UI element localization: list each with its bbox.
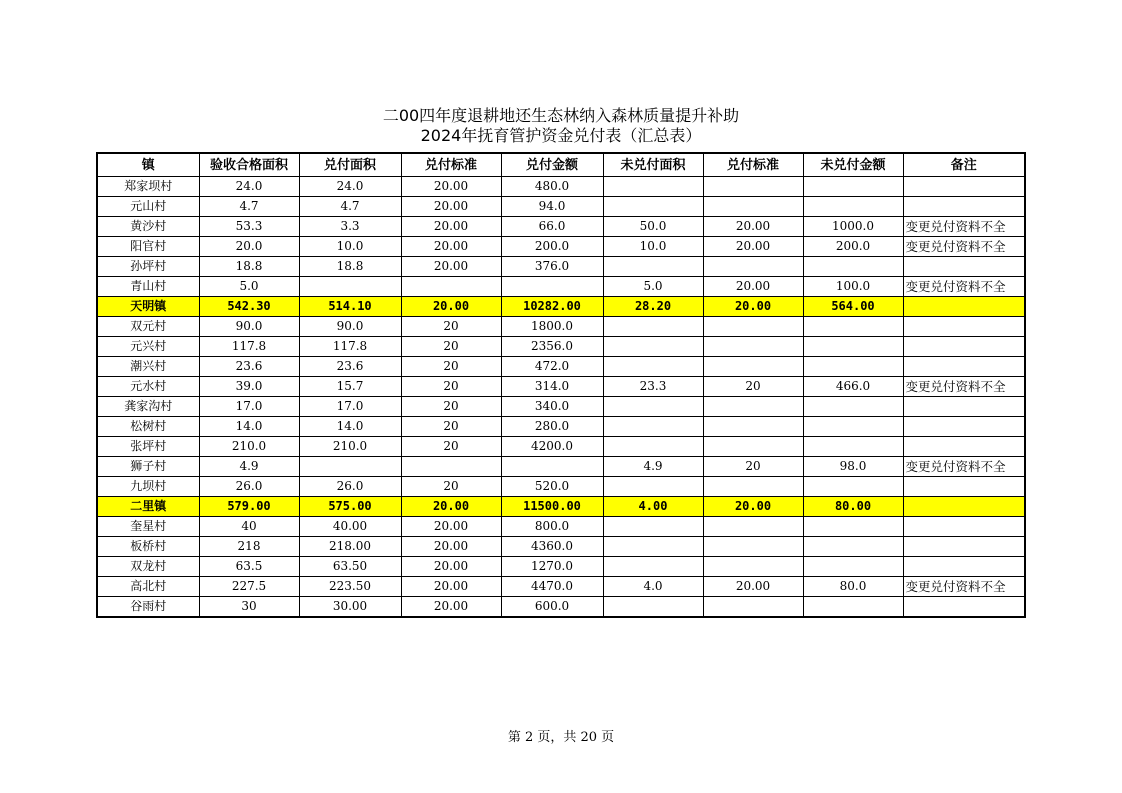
- cell-remarks: [903, 537, 1025, 557]
- cell-village: 黄沙村: [97, 217, 199, 237]
- cell-accepted-area: 20.0: [199, 237, 299, 257]
- cell-accepted-area: 17.0: [199, 397, 299, 417]
- header-unpaid-amount: 未兑付金额: [803, 153, 903, 177]
- cell-unpaid-amount: 98.0: [803, 457, 903, 477]
- cell-paid-area: 26.0: [299, 477, 401, 497]
- cell-paid-amount: 1270.0: [501, 557, 603, 577]
- cell-accepted-area: 4.9: [199, 457, 299, 477]
- cell-unpaid-standard: [703, 197, 803, 217]
- cell-unpaid-standard: [703, 417, 803, 437]
- cell-village: 高北村: [97, 577, 199, 597]
- table-row: [97, 337, 1025, 357]
- cell-unpaid-amount: [803, 557, 903, 577]
- cell-remarks: [903, 317, 1025, 337]
- cell-village: 青山村: [97, 277, 199, 297]
- cell-unpaid-area: [603, 357, 703, 377]
- cell-village: 元水村: [97, 377, 199, 397]
- cell-paid-area: 63.50: [299, 557, 401, 577]
- cell-unpaid-area: 10.0: [603, 237, 703, 257]
- cell-unpaid-area: 23.3: [603, 377, 703, 397]
- table-row: [97, 397, 1025, 417]
- table-row: [97, 377, 1025, 397]
- cell-unpaid-amount: [803, 537, 903, 557]
- cell-village: 九坝村: [97, 477, 199, 497]
- cell-paid-area: 15.7: [299, 377, 401, 397]
- cell-unpaid-amount: 200.0: [803, 237, 903, 257]
- cell-unpaid-amount: [803, 317, 903, 337]
- cell-unpaid-standard: 20.00: [703, 497, 803, 517]
- cell-pay-standard: 20.00: [401, 597, 501, 618]
- cell-unpaid-standard: [703, 437, 803, 457]
- cell-unpaid-area: 28.20: [603, 297, 703, 317]
- cell-village: 狮子村: [97, 457, 199, 477]
- cell-paid-area: 24.0: [299, 177, 401, 197]
- table-row: [97, 597, 1025, 618]
- cell-unpaid-area: 4.00: [603, 497, 703, 517]
- cell-unpaid-area: [603, 177, 703, 197]
- cell-remarks: [903, 337, 1025, 357]
- cell-accepted-area: 18.8: [199, 257, 299, 277]
- cell-village: 阳官村: [97, 237, 199, 257]
- cell-unpaid-standard: 20: [703, 377, 803, 397]
- cell-village: 元山村: [97, 197, 199, 217]
- cell-unpaid-amount: [803, 257, 903, 277]
- cell-unpaid-area: [603, 477, 703, 497]
- cell-pay-standard: 20: [401, 397, 501, 417]
- cell-pay-standard: 20.00: [401, 257, 501, 277]
- subtotal-row: [97, 497, 1025, 517]
- cell-paid-amount: 376.0: [501, 257, 603, 277]
- cell-pay-standard: 20.00: [401, 197, 501, 217]
- header-unpaid-area: 未兑付面积: [603, 153, 703, 177]
- cell-village: 潮兴村: [97, 357, 199, 377]
- cell-unpaid-standard: [703, 537, 803, 557]
- cell-pay-standard: 20: [401, 437, 501, 457]
- cell-accepted-area: 579.00: [199, 497, 299, 517]
- cell-accepted-area: 40: [199, 517, 299, 537]
- cell-unpaid-standard: [703, 317, 803, 337]
- cell-unpaid-area: [603, 257, 703, 277]
- cell-paid-area: 10.0: [299, 237, 401, 257]
- cell-paid-amount: 480.0: [501, 177, 603, 197]
- cell-pay-standard: 20: [401, 357, 501, 377]
- cell-accepted-area: 218: [199, 537, 299, 557]
- cell-unpaid-standard: [703, 397, 803, 417]
- cell-paid-amount: 340.0: [501, 397, 603, 417]
- cell-paid-amount: 472.0: [501, 357, 603, 377]
- cell-paid-amount: 800.0: [501, 517, 603, 537]
- cell-remarks: [903, 177, 1025, 197]
- cell-paid-amount: 2356.0: [501, 337, 603, 357]
- cell-remarks: 变更兑付资料不全: [903, 277, 1025, 297]
- cell-unpaid-amount: 466.0: [803, 377, 903, 397]
- cell-unpaid-area: [603, 337, 703, 357]
- cell-unpaid-area: [603, 317, 703, 337]
- cell-remarks: [903, 477, 1025, 497]
- cell-paid-area: 4.7: [299, 197, 401, 217]
- table-row: [97, 577, 1025, 597]
- cell-unpaid-amount: [803, 477, 903, 497]
- header-paid-amount: 兑付金额: [501, 153, 603, 177]
- cell-unpaid-area: 4.9: [603, 457, 703, 477]
- cell-pay-standard: 20.00: [401, 537, 501, 557]
- cell-unpaid-amount: [803, 357, 903, 377]
- cell-village: 松树村: [97, 417, 199, 437]
- cell-unpaid-standard: [703, 517, 803, 537]
- cell-paid-area: 218.00: [299, 537, 401, 557]
- cell-unpaid-amount: [803, 337, 903, 357]
- table-row: [97, 417, 1025, 437]
- cell-paid-area: 14.0: [299, 417, 401, 437]
- cell-paid-area: [299, 457, 401, 477]
- cell-remarks: 变更兑付资料不全: [903, 217, 1025, 237]
- cell-unpaid-standard: [703, 477, 803, 497]
- table-row: [97, 437, 1025, 457]
- cell-pay-standard: 20: [401, 417, 501, 437]
- cell-paid-amount: 94.0: [501, 197, 603, 217]
- cell-village: 谷雨村: [97, 597, 199, 618]
- table-row: [97, 317, 1025, 337]
- cell-pay-standard: [401, 457, 501, 477]
- cell-paid-amount: 66.0: [501, 217, 603, 237]
- cell-unpaid-standard: 20.00: [703, 297, 803, 317]
- cell-accepted-area: 227.5: [199, 577, 299, 597]
- cell-remarks: [903, 397, 1025, 417]
- cell-unpaid-standard: 20.00: [703, 217, 803, 237]
- cell-village: 张坪村: [97, 437, 199, 457]
- cell-accepted-area: 63.5: [199, 557, 299, 577]
- page-subtitle: 2024年抚育管护资金兑付表（汇总表）: [420, 126, 702, 145]
- cell-unpaid-standard: [703, 357, 803, 377]
- cell-pay-standard: 20.00: [401, 497, 501, 517]
- cell-accepted-area: 24.0: [199, 177, 299, 197]
- payment-summary-table: [96, 152, 1026, 618]
- header-paid-area: 兑付面积: [299, 153, 401, 177]
- cell-pay-standard: [401, 277, 501, 297]
- cell-accepted-area: 210.0: [199, 437, 299, 457]
- cell-remarks: [903, 357, 1025, 377]
- cell-paid-amount: 600.0: [501, 597, 603, 618]
- cell-village: 郑家坝村: [97, 177, 199, 197]
- cell-paid-area: 40.00: [299, 517, 401, 537]
- cell-remarks: 变更兑付资料不全: [903, 577, 1025, 597]
- cell-paid-area: 18.8: [299, 257, 401, 277]
- cell-pay-standard: 20: [401, 377, 501, 397]
- cell-unpaid-area: [603, 437, 703, 457]
- cell-accepted-area: 23.6: [199, 357, 299, 377]
- cell-paid-area: 117.8: [299, 337, 401, 357]
- header-remarks: 备注: [903, 153, 1025, 177]
- cell-village: 二里镇: [97, 497, 199, 517]
- cell-unpaid-amount: 1000.0: [803, 217, 903, 237]
- cell-unpaid-standard: [703, 557, 803, 577]
- table-row: [97, 457, 1025, 477]
- cell-accepted-area: 117.8: [199, 337, 299, 357]
- cell-remarks: [903, 437, 1025, 457]
- cell-unpaid-amount: 80.0: [803, 577, 903, 597]
- table-row: [97, 477, 1025, 497]
- cell-paid-amount: 520.0: [501, 477, 603, 497]
- cell-village: 龚家沟村: [97, 397, 199, 417]
- cell-unpaid-amount: [803, 517, 903, 537]
- cell-paid-amount: 4200.0: [501, 437, 603, 457]
- cell-unpaid-area: [603, 397, 703, 417]
- table-header-row: [97, 153, 1025, 177]
- page-title: 二00四年度退耕地还生态林纳入森林质量提升补助: [382, 106, 740, 125]
- table-row: [97, 177, 1025, 197]
- cell-paid-amount: 200.0: [501, 237, 603, 257]
- cell-paid-amount: 4360.0: [501, 537, 603, 557]
- cell-village: 双元村: [97, 317, 199, 337]
- cell-unpaid-standard: [703, 177, 803, 197]
- cell-village: 奎星村: [97, 517, 199, 537]
- cell-paid-amount: 280.0: [501, 417, 603, 437]
- header-town: 镇: [97, 153, 199, 177]
- cell-unpaid-standard: [703, 257, 803, 277]
- cell-accepted-area: 53.3: [199, 217, 299, 237]
- table-row: [97, 277, 1025, 297]
- header-unpaid-standard: 兑付标准: [703, 153, 803, 177]
- cell-unpaid-standard: [703, 337, 803, 357]
- cell-remarks: [903, 517, 1025, 537]
- cell-unpaid-amount: [803, 597, 903, 618]
- cell-unpaid-amount: [803, 397, 903, 417]
- table-row: [97, 217, 1025, 237]
- cell-pay-standard: 20.00: [401, 557, 501, 577]
- cell-unpaid-area: 4.0: [603, 577, 703, 597]
- cell-pay-standard: 20: [401, 477, 501, 497]
- table-row: [97, 197, 1025, 217]
- cell-remarks: [903, 557, 1025, 577]
- cell-paid-amount: 4470.0: [501, 577, 603, 597]
- cell-paid-area: 223.50: [299, 577, 401, 597]
- cell-paid-area: 90.0: [299, 317, 401, 337]
- cell-unpaid-area: [603, 537, 703, 557]
- cell-remarks: [903, 197, 1025, 217]
- cell-paid-area: 575.00: [299, 497, 401, 517]
- cell-paid-area: [299, 277, 401, 297]
- header-pay-standard: 兑付标准: [401, 153, 501, 177]
- cell-paid-amount: [501, 277, 603, 297]
- cell-unpaid-standard: 20: [703, 457, 803, 477]
- cell-pay-standard: 20.00: [401, 177, 501, 197]
- cell-pay-standard: 20.00: [401, 297, 501, 317]
- cell-paid-amount: 11500.00: [501, 497, 603, 517]
- cell-paid-area: 17.0: [299, 397, 401, 417]
- cell-unpaid-area: [603, 417, 703, 437]
- cell-accepted-area: 4.7: [199, 197, 299, 217]
- cell-paid-area: 514.10: [299, 297, 401, 317]
- cell-pay-standard: 20.00: [401, 577, 501, 597]
- cell-pay-standard: 20.00: [401, 517, 501, 537]
- cell-remarks: 变更兑付资料不全: [903, 377, 1025, 397]
- table-row: [97, 557, 1025, 577]
- cell-unpaid-amount: 564.00: [803, 297, 903, 317]
- cell-accepted-area: 30: [199, 597, 299, 618]
- page-footer: 第 2 页，共 20 页: [507, 730, 615, 745]
- header-accepted-area: 验收合格面积: [199, 153, 299, 177]
- cell-unpaid-amount: [803, 177, 903, 197]
- cell-unpaid-amount: [803, 437, 903, 457]
- cell-remarks: 变更兑付资料不全: [903, 237, 1025, 257]
- cell-unpaid-area: [603, 197, 703, 217]
- subtotal-row: [97, 297, 1025, 317]
- cell-pay-standard: 20.00: [401, 217, 501, 237]
- cell-unpaid-standard: 20.00: [703, 577, 803, 597]
- cell-unpaid-standard: 20.00: [703, 277, 803, 297]
- cell-accepted-area: 26.0: [199, 477, 299, 497]
- table-row: [97, 237, 1025, 257]
- cell-paid-area: 23.6: [299, 357, 401, 377]
- cell-unpaid-area: 5.0: [603, 277, 703, 297]
- cell-accepted-area: 5.0: [199, 277, 299, 297]
- cell-paid-area: 3.3: [299, 217, 401, 237]
- table-row: [97, 257, 1025, 277]
- cell-accepted-area: 39.0: [199, 377, 299, 397]
- cell-remarks: [903, 297, 1025, 317]
- cell-unpaid-standard: 20.00: [703, 237, 803, 257]
- cell-remarks: [903, 497, 1025, 517]
- cell-unpaid-amount: 80.00: [803, 497, 903, 517]
- cell-unpaid-area: [603, 517, 703, 537]
- cell-paid-amount: 10282.00: [501, 297, 603, 317]
- cell-remarks: [903, 597, 1025, 618]
- cell-pay-standard: 20: [401, 337, 501, 357]
- cell-village: 孙坪村: [97, 257, 199, 277]
- cell-village: 板桥村: [97, 537, 199, 557]
- cell-unpaid-area: [603, 557, 703, 577]
- cell-village: 元兴村: [97, 337, 199, 357]
- cell-remarks: [903, 257, 1025, 277]
- cell-remarks: 变更兑付资料不全: [903, 457, 1025, 477]
- table-body: [97, 177, 1025, 618]
- cell-unpaid-area: 50.0: [603, 217, 703, 237]
- cell-unpaid-standard: [703, 597, 803, 618]
- cell-remarks: [903, 417, 1025, 437]
- cell-accepted-area: 14.0: [199, 417, 299, 437]
- cell-pay-standard: 20: [401, 317, 501, 337]
- cell-pay-standard: 20.00: [401, 237, 501, 257]
- cell-paid-area: 210.0: [299, 437, 401, 457]
- cell-accepted-area: 90.0: [199, 317, 299, 337]
- cell-village: 双龙村: [97, 557, 199, 577]
- cell-village: 天明镇: [97, 297, 199, 317]
- cell-paid-area: 30.00: [299, 597, 401, 618]
- cell-accepted-area: 542.30: [199, 297, 299, 317]
- cell-paid-amount: [501, 457, 603, 477]
- cell-unpaid-amount: [803, 417, 903, 437]
- table-row: [97, 537, 1025, 557]
- cell-paid-amount: 1800.0: [501, 317, 603, 337]
- table-row: [97, 517, 1025, 537]
- cell-paid-amount: 314.0: [501, 377, 603, 397]
- cell-unpaid-amount: 100.0: [803, 277, 903, 297]
- cell-unpaid-amount: [803, 197, 903, 217]
- cell-unpaid-area: [603, 597, 703, 618]
- table-row: [97, 357, 1025, 377]
